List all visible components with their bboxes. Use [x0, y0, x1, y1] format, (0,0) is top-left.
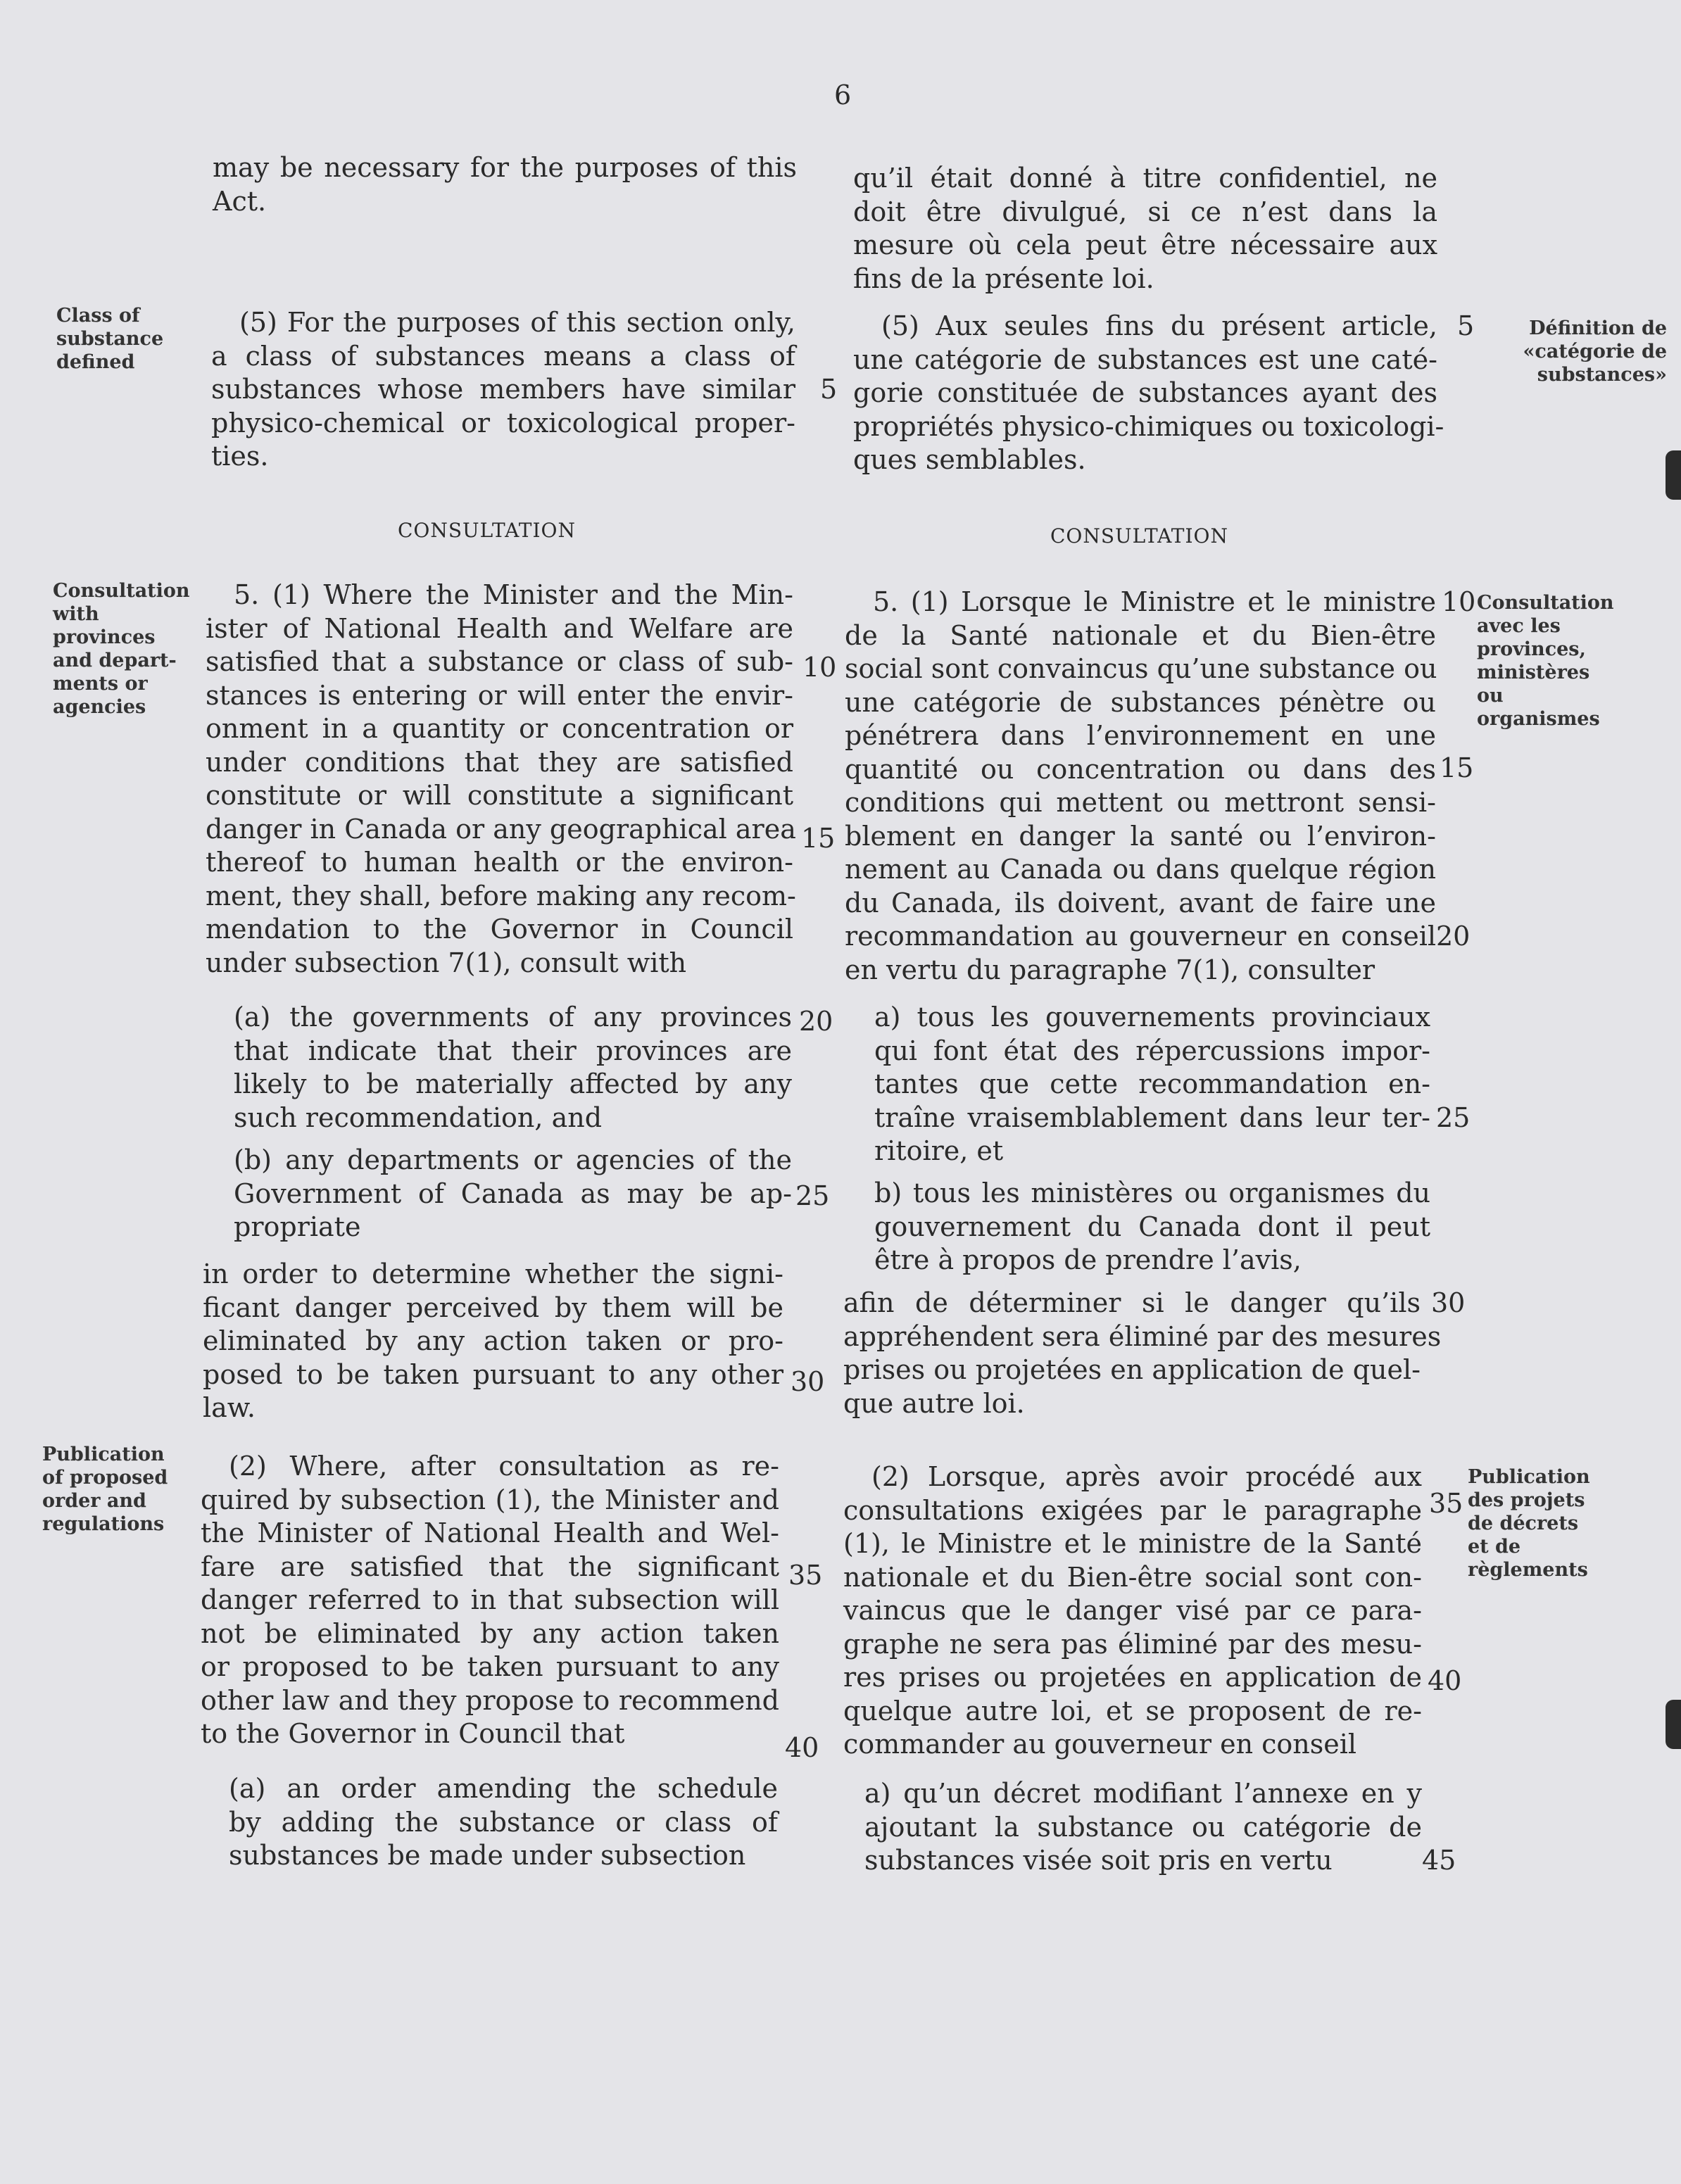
text-line: mesure où cela peut être nécessaire aux: [853, 229, 1437, 260]
line-number: 40: [1428, 1665, 1462, 1696]
text-line: appréhendent sera éliminé par des mesures: [843, 1320, 1442, 1352]
fr-p1: [853, 310, 1444, 477]
text-line: a class of substances means a class of: [211, 340, 795, 372]
text-line: a) qu’un décret modifiant l’annexe en y: [864, 1778, 1422, 1809]
en-p3a: [229, 1772, 778, 1873]
text-line: Consultation: [53, 580, 190, 602]
text-line: (5) Aux seules fins du présent article,: [881, 310, 1437, 341]
text-line: that indicate that their provinces are: [234, 1035, 792, 1066]
text-line: the Minister of National Health and Wel-: [201, 1517, 779, 1548]
text-line: ficant danger perceived by them will be: [203, 1292, 783, 1323]
text-line: ritoire, et: [874, 1135, 1004, 1166]
text-line: ties.: [211, 441, 269, 472]
text-line: ajoutant la substance ou catégorie de: [864, 1811, 1422, 1843]
text-line: mendation to the Governor in Council: [206, 914, 793, 945]
text-line: satisfied that a substance or class of sub-: [206, 646, 793, 677]
text-line: de décrets: [1468, 1513, 1579, 1534]
text-line: order and: [42, 1490, 146, 1512]
text-line: des projets: [1468, 1489, 1585, 1511]
text-line: provinces: [53, 626, 156, 648]
text-line: a) tous les gouvernements provinciaux: [874, 1002, 1430, 1033]
text-line: gouvernement du Canada dont il peut: [874, 1211, 1430, 1242]
line-number: 15: [801, 823, 836, 854]
text-line: ister of National Health and Welfare are: [206, 612, 793, 644]
text-line: ques semblables.: [853, 444, 1086, 475]
text-line: Consultation: [1477, 592, 1614, 614]
text-line: vaincus que le danger visé par ce para-: [843, 1595, 1422, 1626]
line-number: 10: [802, 652, 837, 683]
text-line: de la Santé nationale et du Bien-être: [845, 619, 1436, 651]
text-line: and depart-: [53, 650, 177, 671]
line-number: 25: [795, 1180, 830, 1211]
text-line: fare are satisfied that the significant: [201, 1551, 779, 1582]
page-number: 6: [834, 80, 852, 111]
text-line: such recommendation, and: [234, 1102, 603, 1133]
text-line: likely to be materially affected by any: [234, 1068, 792, 1099]
binding-hole-bottom: [1666, 1700, 1681, 1749]
text-line: b) tous les ministères ou organismes du: [874, 1178, 1430, 1208]
text-line: gorie constituée de substances ayant des: [853, 377, 1437, 408]
text-line: under subsection 7(1), consult with: [206, 947, 687, 978]
text-line: (b) any departments or agencies of the: [234, 1144, 792, 1175]
text-line: physico-chemical or toxicological proper-: [211, 407, 795, 438]
en-p1: [211, 306, 795, 474]
text-line: organismes: [1477, 708, 1600, 730]
en-p3: [201, 1450, 779, 1751]
text-line: quelque autre loi, et se proposent de re-: [843, 1695, 1422, 1727]
text-line: under conditions that they are satisfied: [206, 746, 793, 778]
text-line: avec les: [1477, 615, 1561, 637]
text-line: fins de la présente loi.: [853, 263, 1154, 294]
en-p2a: [234, 1001, 792, 1135]
text-line: agencies: [53, 696, 146, 718]
text-line: substances be made under subsection: [229, 1840, 746, 1871]
margin-note-publication-fr: [1468, 1465, 1651, 1582]
text-line: propriate: [234, 1211, 361, 1242]
text-line: other law and they propose to recommend: [201, 1684, 779, 1716]
text-line: en vertu du paragraphe 7(1), consulter: [845, 954, 1375, 985]
en-p2b: [234, 1144, 792, 1244]
text-line: propriétés physico-chimiques ou toxicologi-: [853, 410, 1444, 442]
margin-note-consultation-fr: [1477, 591, 1660, 731]
text-line: Publication: [42, 1444, 165, 1465]
text-line: regulations: [42, 1513, 165, 1535]
text-line: social sont convaincus qu’une substance ou: [845, 653, 1437, 684]
text-line: règlements: [1468, 1559, 1588, 1581]
text-line: substances visée soit pris en vertu: [864, 1845, 1333, 1876]
text-line: Act.: [213, 185, 267, 217]
text-line: (1), le Ministre et le ministre de la Santé: [843, 1528, 1422, 1559]
text-line: blement en danger la santé ou l’environ-: [845, 820, 1436, 852]
line-number: 5: [1457, 310, 1475, 341]
text-line: substances»: [1537, 364, 1667, 386]
text-line: qu’il était donné à titre confidentiel, ne: [853, 163, 1437, 194]
text-line: quantité ou concentration ou dans des: [845, 753, 1436, 785]
text-line: doit être divulgué, si ce n’est dans la: [853, 196, 1437, 227]
text-line: eliminated by any action taken or pro-: [203, 1325, 783, 1356]
text-line: nement au Canada ou dans quelque région: [845, 854, 1436, 885]
margin-note-class-of-substance: [56, 304, 197, 374]
text-line: être à propos de prendre l’avis,: [874, 1244, 1302, 1275]
line-number: 30: [791, 1366, 825, 1397]
text-line: Définition de: [1529, 317, 1667, 339]
text-line: of proposed: [42, 1467, 168, 1489]
text-line: Class of: [56, 305, 140, 327]
text-line: (a) an order amending the schedule: [229, 1773, 778, 1804]
text-line: commander au gouverneur en conseil: [843, 1729, 1357, 1760]
text-line: constitute or will constitute a significant: [206, 780, 793, 811]
text-line: pénétrera dans l’environnement en une: [845, 720, 1436, 751]
text-line: qui font état des répercussions impor-: [874, 1035, 1430, 1066]
line-number: 5: [820, 374, 838, 405]
text-line: traîne vraisemblablement dans leur ter-: [874, 1102, 1430, 1133]
text-line: (2) Where, after consultation as re-: [229, 1451, 779, 1482]
text-line: in order to determine whether the signi-: [203, 1258, 783, 1289]
text-line: et de: [1468, 1536, 1521, 1558]
text-line: 5. (1) Where the Minister and the Min-: [234, 579, 793, 610]
text-line: danger in Canada or any geographical area: [206, 813, 796, 845]
text-line: ment, they shall, before making any recom-: [206, 880, 796, 911]
text-line: onment in a quantity or concentration or: [206, 713, 793, 744]
text-line: que autre loi.: [843, 1387, 1025, 1419]
text-line: prises ou projetées en application de quel-: [843, 1354, 1421, 1385]
text-line: tantes que cette recommandation en-: [874, 1068, 1430, 1099]
text-line: or proposed to be taken pursuant to any: [201, 1651, 779, 1682]
text-line: substance: [56, 328, 164, 350]
text-line: recommandation au gouverneur en conseil: [845, 921, 1436, 952]
line-number: 30: [1431, 1287, 1466, 1318]
text-line: quired by subsection (1), the Minister and: [201, 1484, 779, 1515]
text-line: une catégorie de substances pénètre ou: [845, 686, 1436, 718]
text-line: nationale et du Bien-être social sont con-: [843, 1561, 1422, 1593]
text-line: to the Governor in Council that: [201, 1718, 625, 1749]
line-number: 35: [1429, 1488, 1463, 1519]
text-line: (5) For the purposes of this section only,: [239, 307, 795, 338]
fr-p2a: [874, 1001, 1430, 1168]
text-line: with: [53, 603, 99, 625]
text-line: consultations exigées par le paragraphe: [843, 1494, 1422, 1526]
text-line: graphe ne sera pas éliminé par des mesu-: [843, 1628, 1422, 1660]
text-line: ministères: [1477, 662, 1590, 683]
text-line: 5. (1) Lorsque le Ministre et le ministre: [873, 586, 1436, 617]
text-line: (a) the governments of any provinces: [234, 1002, 792, 1033]
text-line: not be eliminated by any action taken: [201, 1617, 779, 1649]
text-line: may be necessary for the purposes of this: [213, 152, 797, 183]
text-line: provinces,: [1477, 638, 1586, 660]
text-line: ments or: [53, 673, 148, 695]
text-line: defined: [56, 351, 135, 373]
fr-p2c: [843, 1287, 1442, 1420]
text-line: Government of Canada as may be ap-: [234, 1178, 792, 1209]
heading-consultation-en: CONSULTATION: [398, 519, 576, 542]
text-line: substances whose members have similar: [211, 374, 795, 405]
line-number: 20: [1436, 921, 1471, 952]
fr-p2b: [874, 1177, 1430, 1277]
text-line: ou: [1477, 685, 1504, 707]
margin-note-definition: [1484, 317, 1667, 386]
line-number: 25: [1436, 1102, 1471, 1133]
margin-note-consultation: [53, 579, 201, 719]
text-line: res prises ou projetées en application de: [843, 1662, 1422, 1693]
text-line: law.: [203, 1392, 256, 1423]
fr-p3: [843, 1460, 1422, 1762]
text-line: une catégorie de substances est une caté-: [853, 343, 1437, 375]
line-number: 40: [785, 1732, 819, 1763]
text-line: (2) Lorsque, après avoir procédé aux: [871, 1461, 1422, 1492]
text-line: afin de déterminer si le danger qu’ils: [843, 1287, 1421, 1318]
line-number: 45: [1422, 1845, 1456, 1876]
fr-p2: [845, 586, 1436, 987]
line-number: 10: [1442, 586, 1476, 617]
line-number: 35: [788, 1560, 823, 1591]
en-p2: [206, 579, 796, 980]
line-number: 15: [1440, 752, 1474, 783]
text-line: du Canada, ils doivent, avant de faire une: [845, 887, 1436, 919]
text-line: posed to be taken pursuant to any other: [203, 1358, 783, 1390]
text-line: «catégorie de: [1523, 341, 1667, 362]
fr-p0: [853, 162, 1437, 296]
line-number: 20: [799, 1006, 833, 1037]
fr-p3a: [864, 1777, 1422, 1878]
text-line: thereof to human health or the environ-: [206, 847, 793, 878]
text-line: danger referred to in that subsection will: [201, 1584, 779, 1615]
heading-consultation-fr: CONSULTATION: [1050, 524, 1228, 548]
en-p0: [213, 151, 797, 218]
en-p2c: [203, 1258, 783, 1425]
binding-hole-top: [1666, 450, 1681, 500]
text-line: by adding the substance or class of: [229, 1806, 778, 1838]
margin-note-publication: [42, 1443, 204, 1536]
text-line: stances is entering or will enter the envir-: [206, 679, 793, 711]
text-line: conditions qui mettent ou mettront sensi-: [845, 787, 1436, 818]
text-line: Publication: [1468, 1466, 1590, 1488]
